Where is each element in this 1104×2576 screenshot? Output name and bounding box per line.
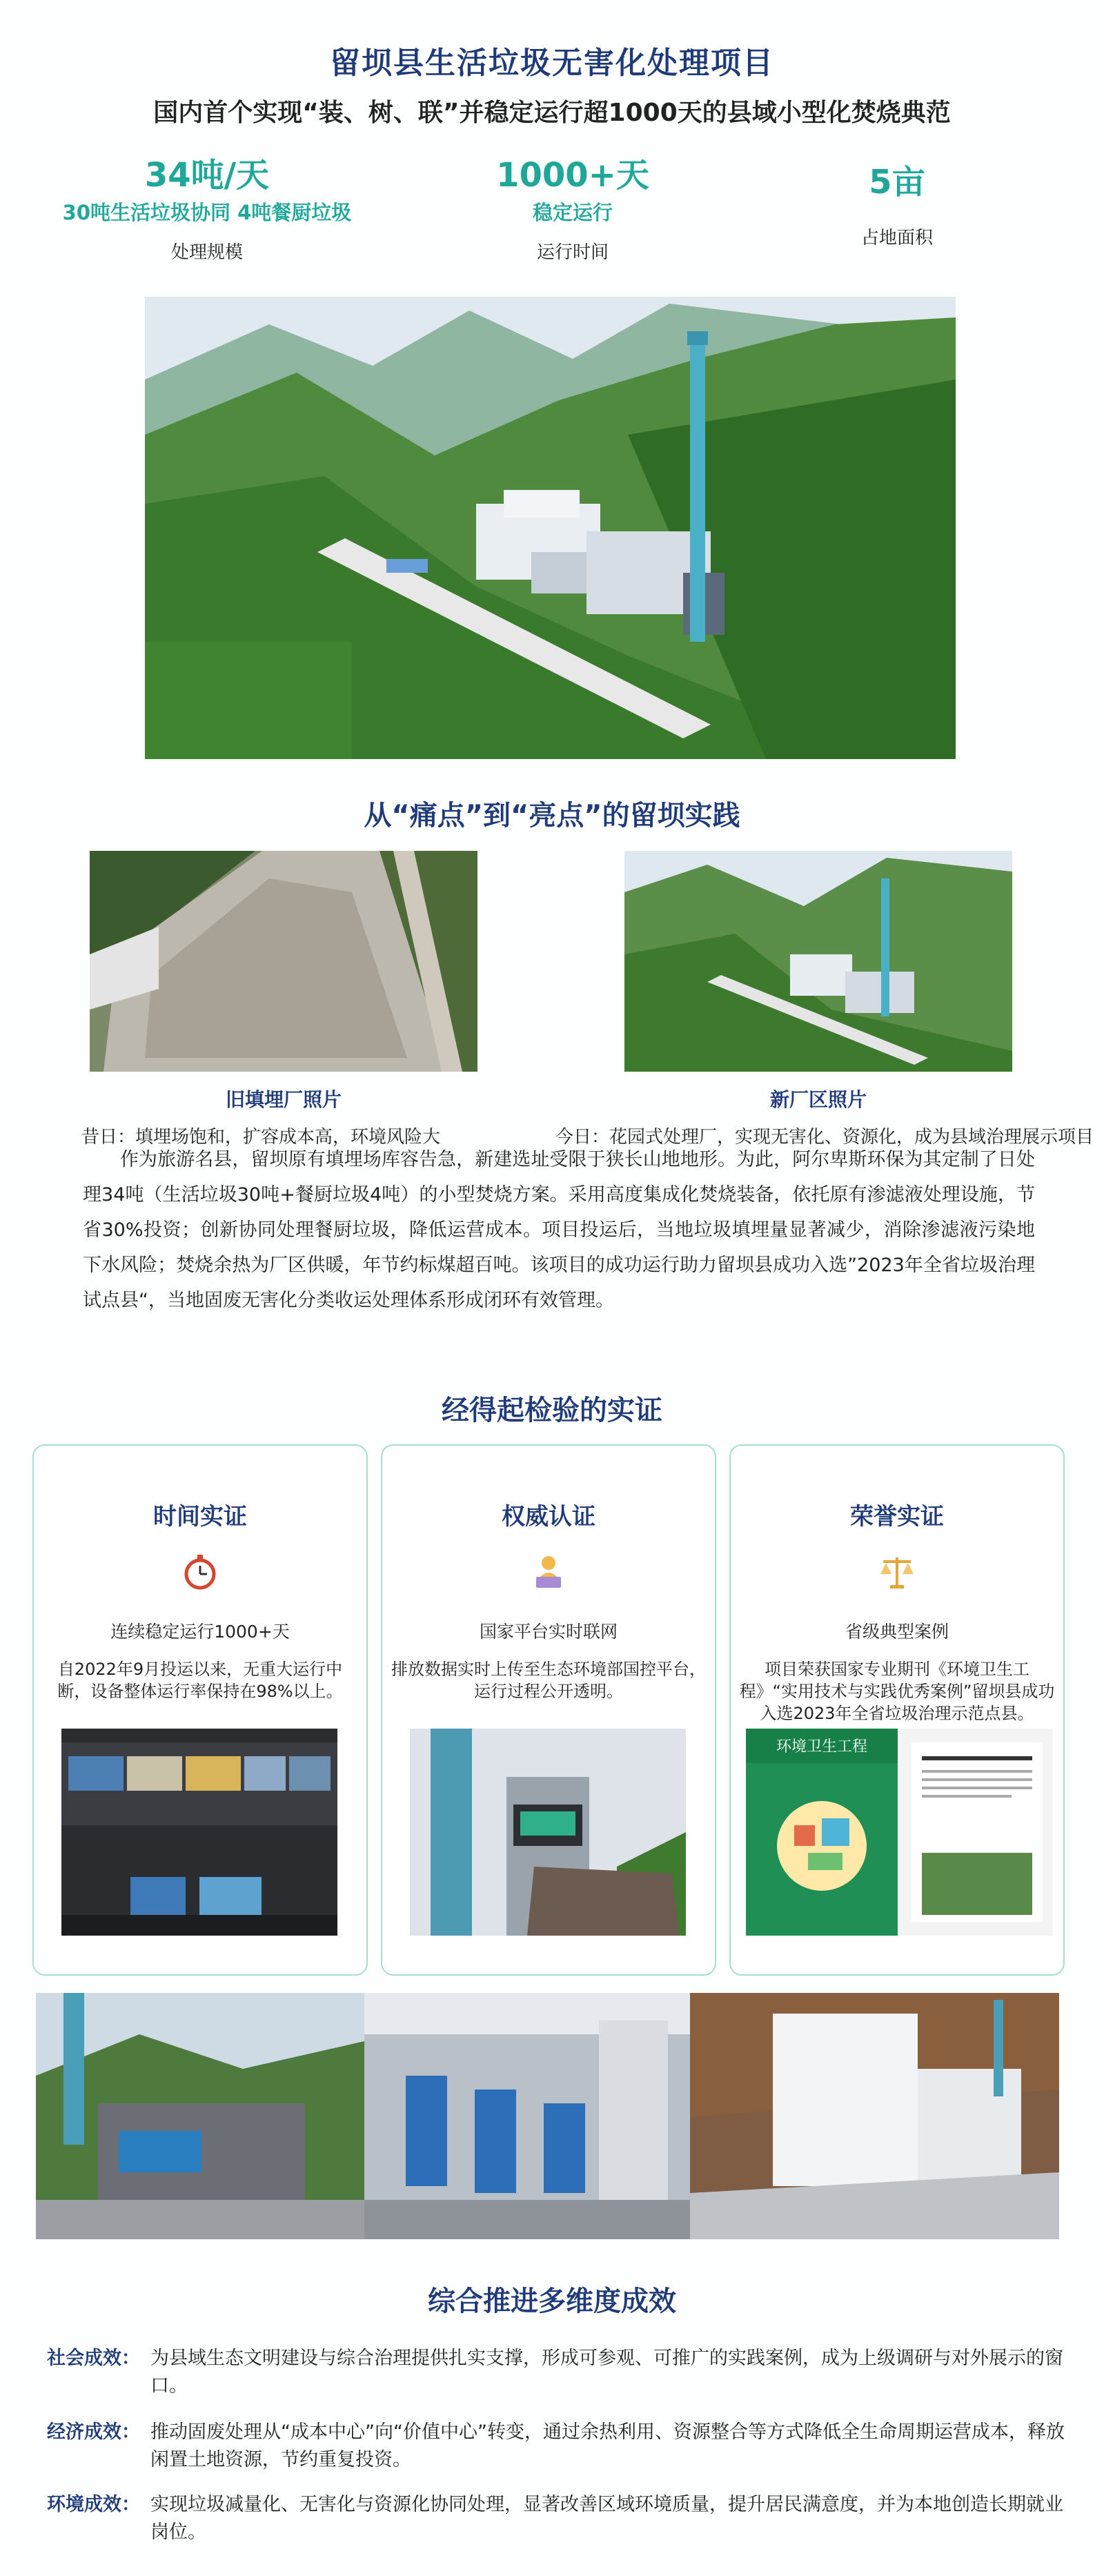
result-label: 经济成效：	[47, 2421, 140, 2443]
old-landfill-photo	[90, 851, 477, 1072]
result-text: 实现垃圾减量化、无害化与资源化协同处理，显著改善区域环境质量，提升居民满意度，并为本地创造长期就业岗位。	[150, 2494, 1063, 2543]
result-label: 环境成效：	[47, 2494, 140, 2515]
plant-aerial-photo	[145, 297, 956, 759]
stat-value: 5亩	[869, 163, 925, 201]
monitoring-station-photo	[410, 1729, 686, 1936]
facility-photo-3	[690, 1993, 1059, 2239]
result-label: 社会成效：	[47, 2348, 140, 2369]
stat-value: 1000+天	[496, 156, 649, 195]
stat-scale	[62, 148, 352, 264]
control-room-photo	[61, 1729, 337, 1936]
card-headline: 省级典型案例	[845, 1622, 949, 1642]
person-laptop-icon	[528, 1551, 569, 1592]
stat-label: 运行时间	[536, 242, 609, 263]
card-description: 自2022年9月投运以来，无重大运行中断，设备整体运行率保持在98%以上。	[57, 1660, 343, 1701]
result-text: 为县域生态文明建设与综合治理提供扎实支撑，形成可参观、可推广的实践案例，成为上级调研与对外展示的窗口。	[150, 2348, 1063, 2397]
card-title: 权威认证	[502, 1503, 595, 1531]
page-title: 留坝县生活垃圾无害化处理项目	[330, 46, 774, 81]
facility-photo-1	[36, 1993, 364, 2239]
result-text: 推动固废处理从“成本中心”向“价值中心”转变，通过余热利用、资源整合等方式降低全生命周期运营成本，释放闲置土地资源，节约重复投资。	[150, 2421, 1065, 2470]
facility-photo-2	[364, 1993, 690, 2239]
practice-paragraph: 作为旅游名县，留坝原有填埋场库容告急，新建选址受限于狭长山地地形。为此，阿尔卑斯环保为其定制了日处理34吨（生活垃圾30吨+餐厨垃圾4吨）的小型焚烧方案。采用高度集成化焚烧装备，依托原有渗滤液处理设施，节省30%投资；创新协同处理餐厨垃圾，降低运营成本。项目投运后，当地垃圾填埋量显著减少，消除渗滤液污染地下水风险；焚烧余热为厂区供暖，年节约标煤超百吨。该项目的成功运行助力留坝县成功入选”2023年全省垃圾治理试点县“，当地固废无害化分类收运处理体系形成闭环有效管理。	[83, 1149, 1035, 1311]
result-environment	[47, 2491, 1068, 2546]
journal-cover-photo	[746, 1729, 1053, 1936]
stopwatch-icon	[179, 1551, 221, 1592]
result-economic	[47, 2419, 1068, 2474]
stat-label: 处理规模	[170, 242, 243, 263]
verify-title: 经得起检验的实证	[442, 1395, 662, 1426]
old-caption: 旧填埋厂照片	[225, 1088, 342, 1111]
card-authority	[381, 1444, 716, 1976]
card-honor	[729, 1444, 1065, 1976]
new-plant-photo	[624, 851, 1012, 1072]
stat-value: 34吨/天	[144, 156, 270, 195]
card-title: 时间实证	[153, 1503, 247, 1531]
card-description: 项目荣获国家专业期刊《环境卫生工程》“实用技术与实践优秀案例”留坝县成功入选2023年全省垃圾治理示范点县。	[739, 1660, 1055, 1723]
stat-label: 占地面积	[860, 228, 933, 248]
practice-title: 从“痛点”到“亮点”的留坝实践	[364, 800, 740, 832]
stat-runtime	[428, 148, 718, 264]
journal-title: 环境卫生工程	[776, 1738, 868, 1756]
new-description: 今日：花园式处理厂，实现无害化、资源化，成为县域治理展示项目	[555, 1127, 1094, 1148]
card-headline: 国家平台实时联网	[479, 1622, 618, 1642]
card-time	[32, 1444, 368, 1976]
old-description: 昔日：填埋场饱和，扩容成本高，环境风险大	[81, 1127, 441, 1148]
card-title: 荣誉实证	[850, 1503, 944, 1531]
scales-icon	[876, 1551, 918, 1592]
stat-note: 30吨生活垃圾协同 4吨餐厨垃圾	[62, 201, 352, 224]
result-social	[47, 2345, 1068, 2400]
results-title: 综合推进多维度成效	[428, 2285, 676, 2317]
page-subtitle: 国内首个实现“装、树、联”并稳定运行超1000天的县域小型化焚烧典范	[153, 99, 951, 127]
stat-area	[752, 148, 1042, 249]
stat-note: 稳定运行	[532, 201, 613, 224]
card-headline: 连续稳定运行1000+天	[110, 1622, 290, 1642]
card-description: 排放数据实时上传至生态环境部国控平台，运行过程公开透明。	[391, 1660, 706, 1701]
new-caption: 新厂区照片	[769, 1088, 867, 1111]
